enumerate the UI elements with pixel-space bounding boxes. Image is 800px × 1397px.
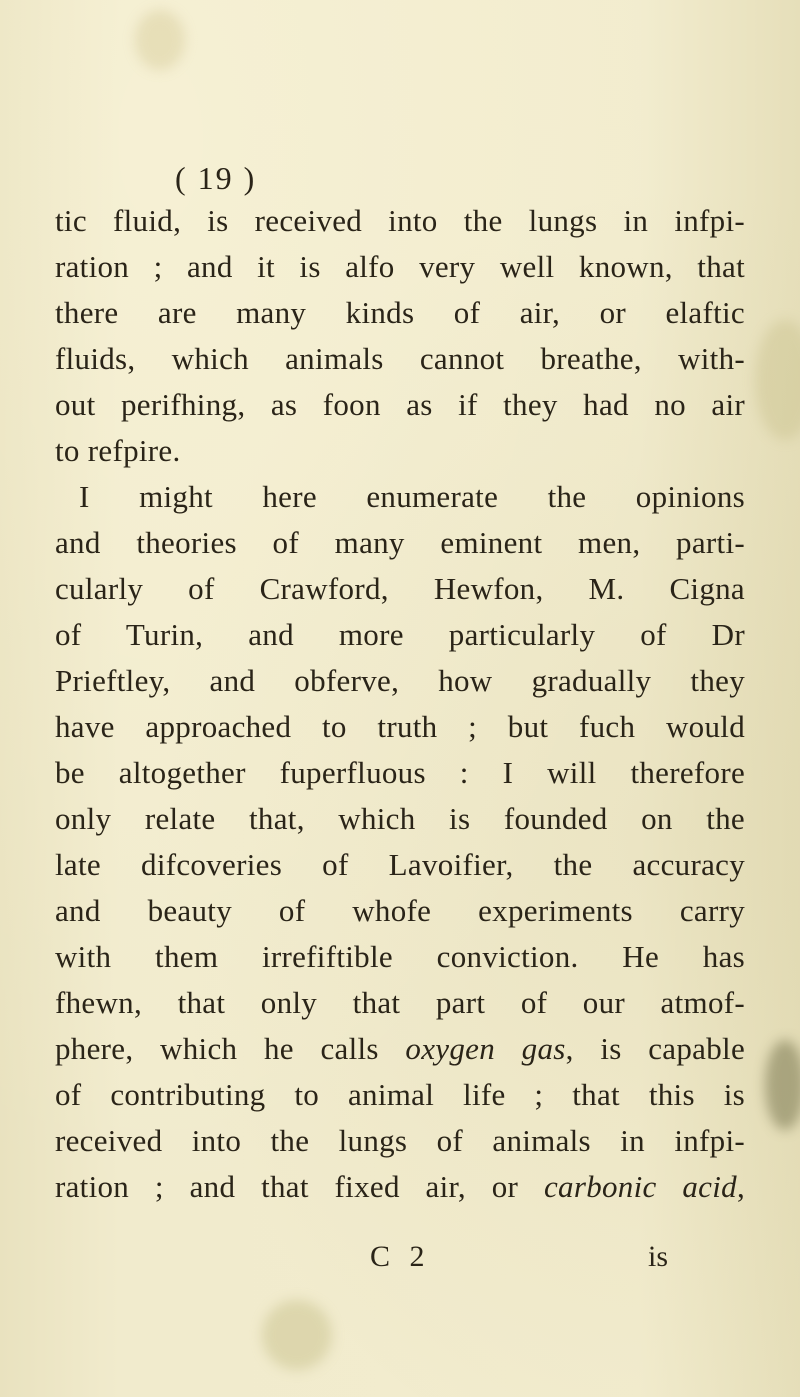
text-line: there are many kinds of air, or elaftic: [55, 295, 745, 330]
signature-mark: C 2: [370, 1240, 431, 1273]
text-line: to refpire.: [55, 433, 181, 468]
page-number-header: ( 19 ): [175, 160, 257, 196]
page-footer: [0, 1240, 800, 1280]
text-line: tic fluid, is received into the lungs in infpi-: [55, 203, 745, 238]
body-text: [55, 198, 745, 1210]
text-line: only relate that, which is founded on the: [55, 801, 745, 836]
paper-stain: [765, 1040, 800, 1130]
text-line: received into the lungs of animals in infpi-: [55, 1123, 745, 1158]
text-line: be altogether fuperfluous : I will therefore: [55, 755, 745, 790]
text-line: and theories of many eminent men, parti-: [55, 525, 745, 560]
text-line: Prieftley, and obferve, how gradually they: [55, 663, 745, 698]
italic-term: carbonic acid: [543, 1169, 737, 1204]
italic-term: oxygen gas: [405, 1031, 566, 1066]
paper-stain: [135, 10, 185, 70]
catchword: is: [648, 1240, 669, 1273]
text-line: and beauty of whofe experiments carry: [55, 893, 745, 928]
text-line: cularly of Crawford, Hewfon, M. Cigna: [55, 571, 745, 606]
text-line: of contributing to animal life ; that this is: [55, 1077, 745, 1112]
text-segment: ,: [736, 1169, 745, 1204]
paper-stain: [755, 320, 800, 440]
text-segment: phere, which he calls: [55, 1031, 379, 1066]
text-line: I might here enumerate the opinions: [79, 479, 745, 514]
text-line: with them irrefiftible conviction. He has: [55, 939, 745, 974]
text-line: [55, 1026, 745, 1072]
text-line: late difcoveries of Lavoifier, the accuracy: [55, 847, 745, 882]
text-segment: , is capable: [565, 1031, 745, 1066]
text-line: of Turin, and more particularly of Dr: [55, 617, 745, 652]
text-line: ration ; and it is alfo very well known, that: [55, 249, 745, 284]
text-line: [55, 1164, 745, 1210]
text-line: fluids, which animals cannot breathe, with-: [55, 341, 745, 376]
paper-stain: [262, 1300, 332, 1370]
text-line: out perifhing, as foon as if they had no air: [55, 387, 745, 422]
text-line: fhewn, that only that part of our atmof-: [55, 985, 745, 1020]
text-segment: ration ; and that fixed air, or: [55, 1169, 519, 1204]
text-line: have approached to truth ; but fuch would: [55, 709, 745, 744]
